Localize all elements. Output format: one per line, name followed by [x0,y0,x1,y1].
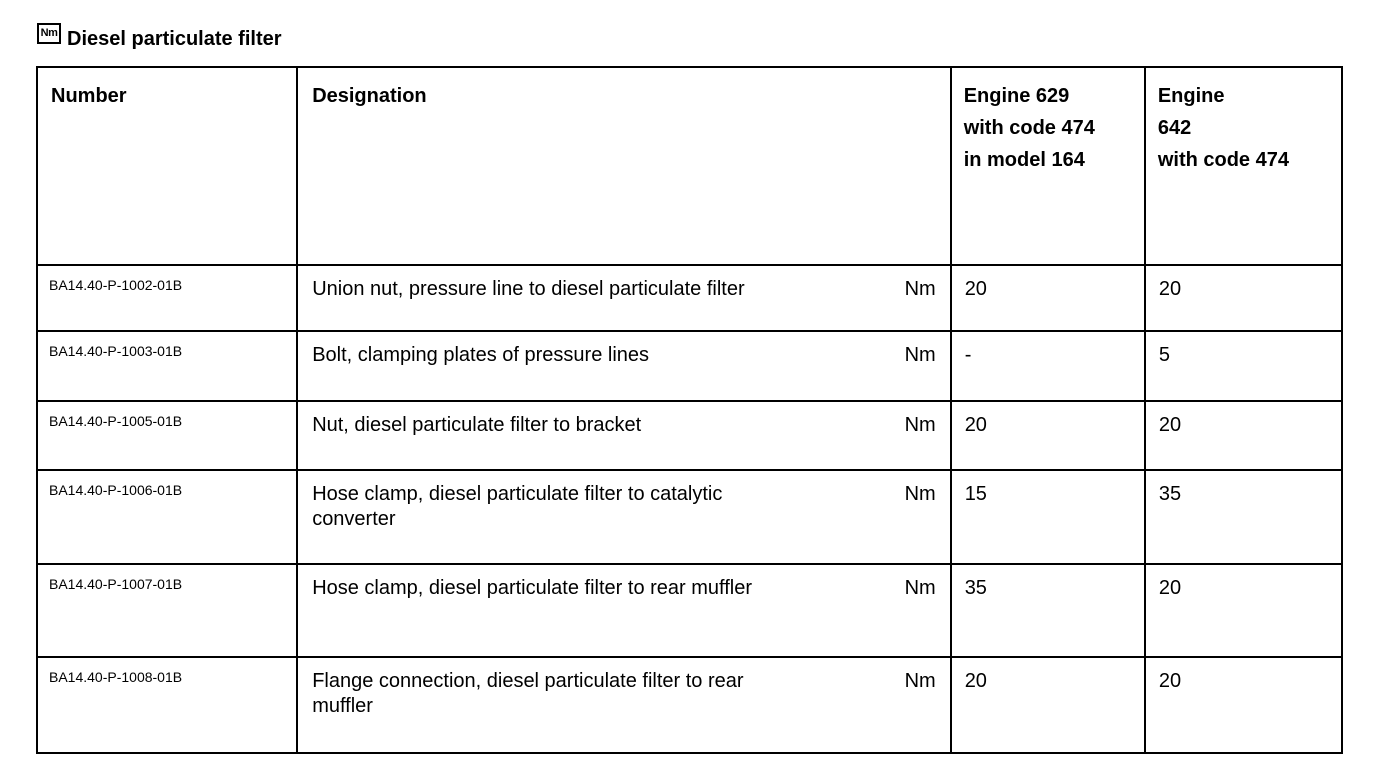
table-row [37,564,1342,657]
torque-nm-icon: Nm [37,23,61,44]
table-row [37,331,1342,401]
header-engine-642 [1145,67,1342,265]
section-title: Diesel particulate filter [67,27,282,50]
unit-label: Nm [904,577,936,599]
unit-label: Nm [904,344,936,366]
unit-label: Nm [904,483,936,505]
engine-629-value: 20 [964,414,987,436]
engine-629-value: 15 [964,483,987,505]
table-row [37,401,1342,470]
designation-text: Union nut, pressure line to diesel particulate filter [312,278,745,300]
header-engine-642-line: 642 [1157,117,1192,139]
header-engine-629-line: Engine 629 [963,85,1070,107]
designation-text: Bolt, clamping plates of pressure lines [312,344,650,366]
designation-text: Hose clamp, diesel particulate filter to catalytic converter [312,483,723,530]
torque-spec-table [36,66,1343,754]
engine-629-value: 35 [964,577,987,599]
table-row [37,470,1342,564]
engine-642-value: 20 [1158,670,1182,692]
header-engine-629-line: with code 474 [963,117,1095,139]
part-number: BA14.40-P-1006-01B [49,482,183,498]
engine-642-value: 20 [1158,577,1182,599]
part-number: BA14.40-P-1003-01B [49,343,183,359]
header-engine-629-line: in model 164 [963,149,1085,171]
engine-642-value: 5 [1158,344,1170,366]
engine-642-value: 20 [1158,278,1182,300]
header-engine-642-line: with code 474 [1157,149,1289,171]
part-number: BA14.40-P-1005-01B [49,413,183,429]
table-row [37,265,1342,331]
engine-642-value: 35 [1158,483,1182,505]
designation-text: Hose clamp, diesel particulate filter to rear muffler [312,577,753,599]
header-engine-642-line: Engine [1157,85,1225,107]
engine-629-value: 20 [964,670,987,692]
header-number [37,67,297,265]
part-number: BA14.40-P-1007-01B [49,576,183,592]
header-designation-label: Designation [312,85,427,107]
engine-642-value: 20 [1158,414,1182,436]
table-header-row [37,67,1342,265]
unit-label: Nm [904,414,936,436]
unit-label: Nm [904,670,936,692]
part-number: BA14.40-P-1008-01B [49,669,183,685]
header-number-label: Number [51,85,127,107]
engine-629-value: - [964,344,972,366]
header-engine-629 [951,67,1145,265]
designation-text: Flange connection, diesel particulate filter to rear muffler [312,670,744,717]
part-number: BA14.40-P-1002-01B [49,277,183,293]
header-designation [297,67,951,265]
section-heading [37,22,282,52]
table-row [37,657,1342,753]
unit-label: Nm [904,278,936,300]
engine-629-value: 20 [964,278,987,300]
designation-text: Nut, diesel particulate filter to bracket [312,414,642,436]
